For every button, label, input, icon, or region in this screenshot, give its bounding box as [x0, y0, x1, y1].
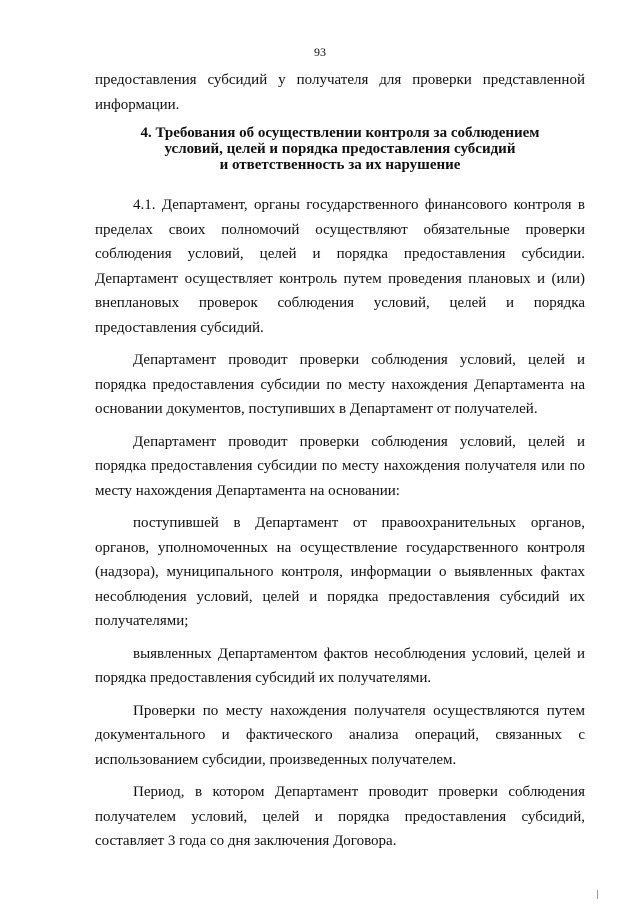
page-number: 93 [314, 45, 326, 59]
paragraph-4-1: 4.1. Департамент, органы государственного финансового контроля в пределах своих полномочий осуществляют обязательные проверки соблюдения условий, целей и порядка предоставления субсидии. Департамент осуществляет контроль путем проведения плановых и (или) внеплановых проверок соблюдения условий, целей и порядка предоставления субсидий. [95, 197, 585, 336]
paragraph-basis-received-info: поступившей в Департамент от правоохранительных органов, органов, уполномоченных на осуществление государственного контроля (надзора), муниципального контроля, информации о выявленных фактах несоблюдения условий, целей и порядка предоставления субсидий их получателями; [95, 515, 585, 629]
document-body [95, 68, 585, 862]
section-heading [95, 125, 585, 173]
scan-edge-mark [597, 890, 598, 899]
section-heading-line-1: 4. Требования об осуществлении контроля за соблюдением [140, 125, 540, 141]
continuation-paragraph: предоставления субсидий у получателя для проверки представленной информации. [95, 72, 585, 113]
paragraph-onsite-checks: Проверки по месту нахождения получателя осуществляются путем документального и фактического анализа операций, связанных с использованием субсидии, произведенных получателем. [95, 702, 585, 768]
section-heading-line-2: условий, целей и порядка предоставления субсидий [164, 141, 516, 157]
paragraph-check-period: Период, в котором Департамент проводит проверки соблюдения получателем условий, целей и порядка предоставления субсидий, составляет 3 года со дня заключения Договора. [95, 784, 585, 849]
paragraph-checks-at-department: Департамент проводит проверки соблюдения условий, целей и порядка предоставления субсидии по месту нахождения Департамента на основании документов, поступивших в Департамент от получателей. [95, 352, 585, 417]
paragraph-checks-basis: Департамент проводит проверки соблюдения условий, целей и порядка предоставления субсидии по месту нахождения получателя или по месту нахождения Департамента на основании: [95, 433, 585, 499]
paragraph-basis-detected-facts: выявленных Департаментом фактов несоблюдения условий, целей и порядка предоставления субсидий их получателями. [95, 645, 585, 686]
section-heading-line-3: и ответственность за их нарушение [219, 157, 461, 173]
